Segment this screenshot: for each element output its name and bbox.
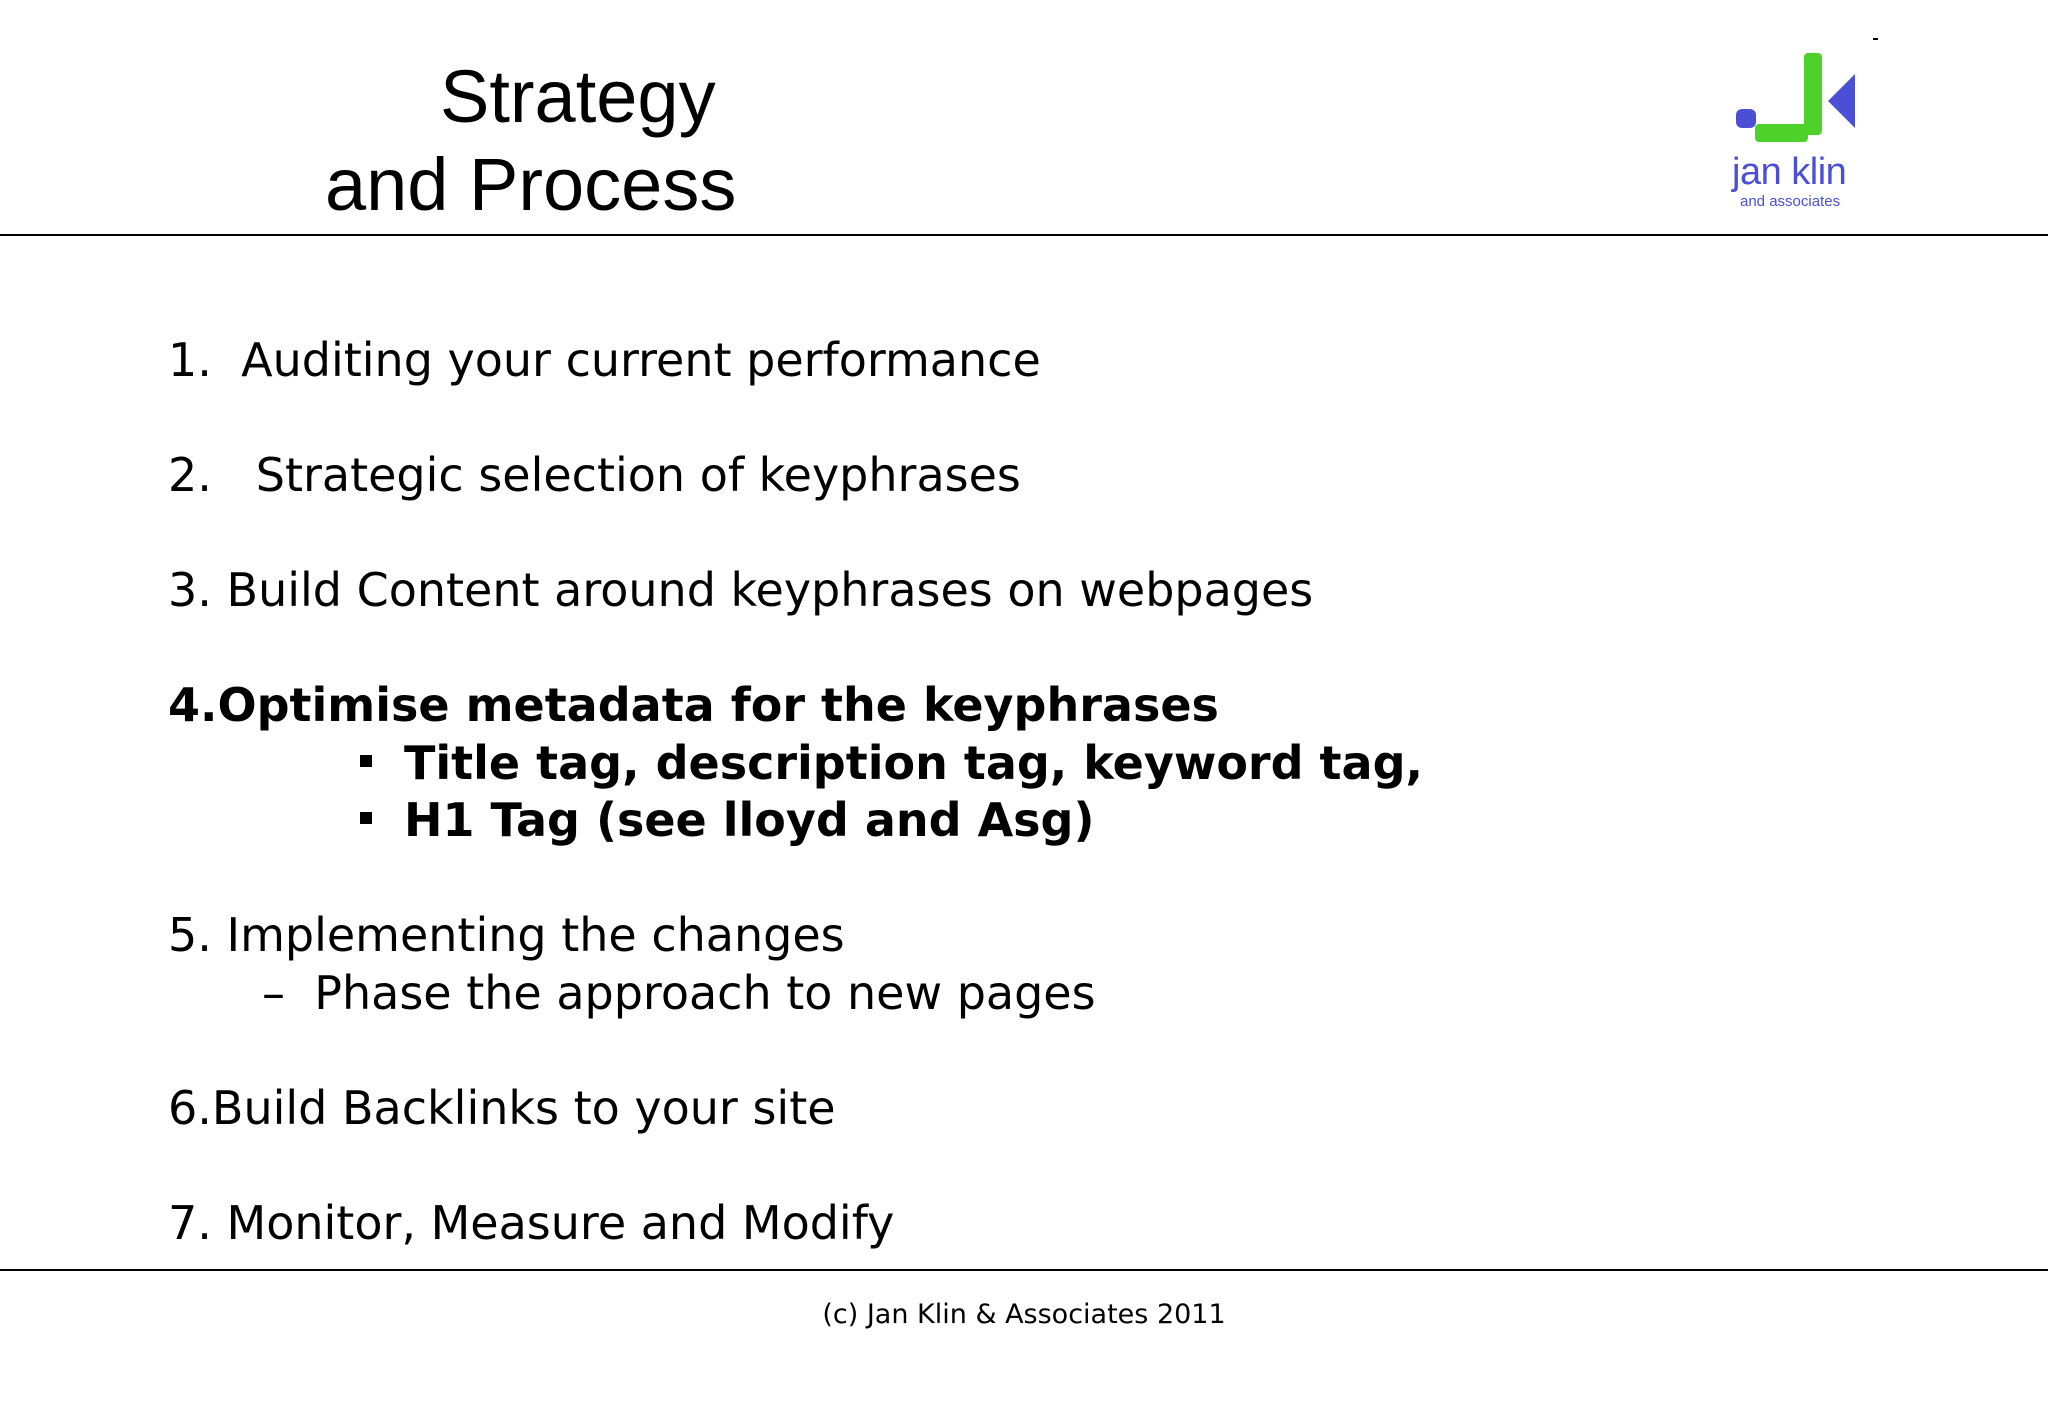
- slide-title-line-1: Strategy: [440, 55, 716, 138]
- slide-title-line-2: and Process: [325, 143, 737, 226]
- square-bullet-icon: [360, 755, 372, 767]
- list-item-4-bullet-2: [360, 793, 1095, 847]
- logo-name: jan klin: [1732, 151, 1847, 193]
- list-item-4: 4.Optimise metadata for the keyphrases: [168, 678, 1219, 732]
- footer-divider: [0, 1269, 2048, 1271]
- bullet-text: Title tag, description tag, keyword tag,: [404, 736, 1423, 790]
- list-item-5: 5. Implementing the changes: [168, 908, 845, 962]
- list-item-2: 2. Strategic selection of keyphrases: [168, 448, 1021, 502]
- logo-tagline: and associates: [1740, 193, 1841, 210]
- bullet-text: H1 Tag (see lloyd and Asg): [404, 793, 1095, 847]
- list-item-3: 3. Build Content around keyphrases on webpages: [168, 563, 1314, 617]
- corner-mark: [1873, 38, 1878, 40]
- copyright-footer: (c) Jan Klin & Associates 2011: [822, 1299, 1226, 1330]
- square-bullet-icon: [360, 812, 372, 824]
- list-item-4-bullet-1: [360, 736, 1423, 790]
- list-item-1: 1. Auditing your current performance: [168, 333, 1041, 387]
- list-item-6: 6.Build Backlinks to your site: [168, 1081, 836, 1135]
- header-divider: [0, 234, 2048, 236]
- list-item-7: 7. Monitor, Measure and Modify: [168, 1196, 895, 1250]
- list-item-5-sub: – Phase the approach to new pages: [262, 966, 1096, 1020]
